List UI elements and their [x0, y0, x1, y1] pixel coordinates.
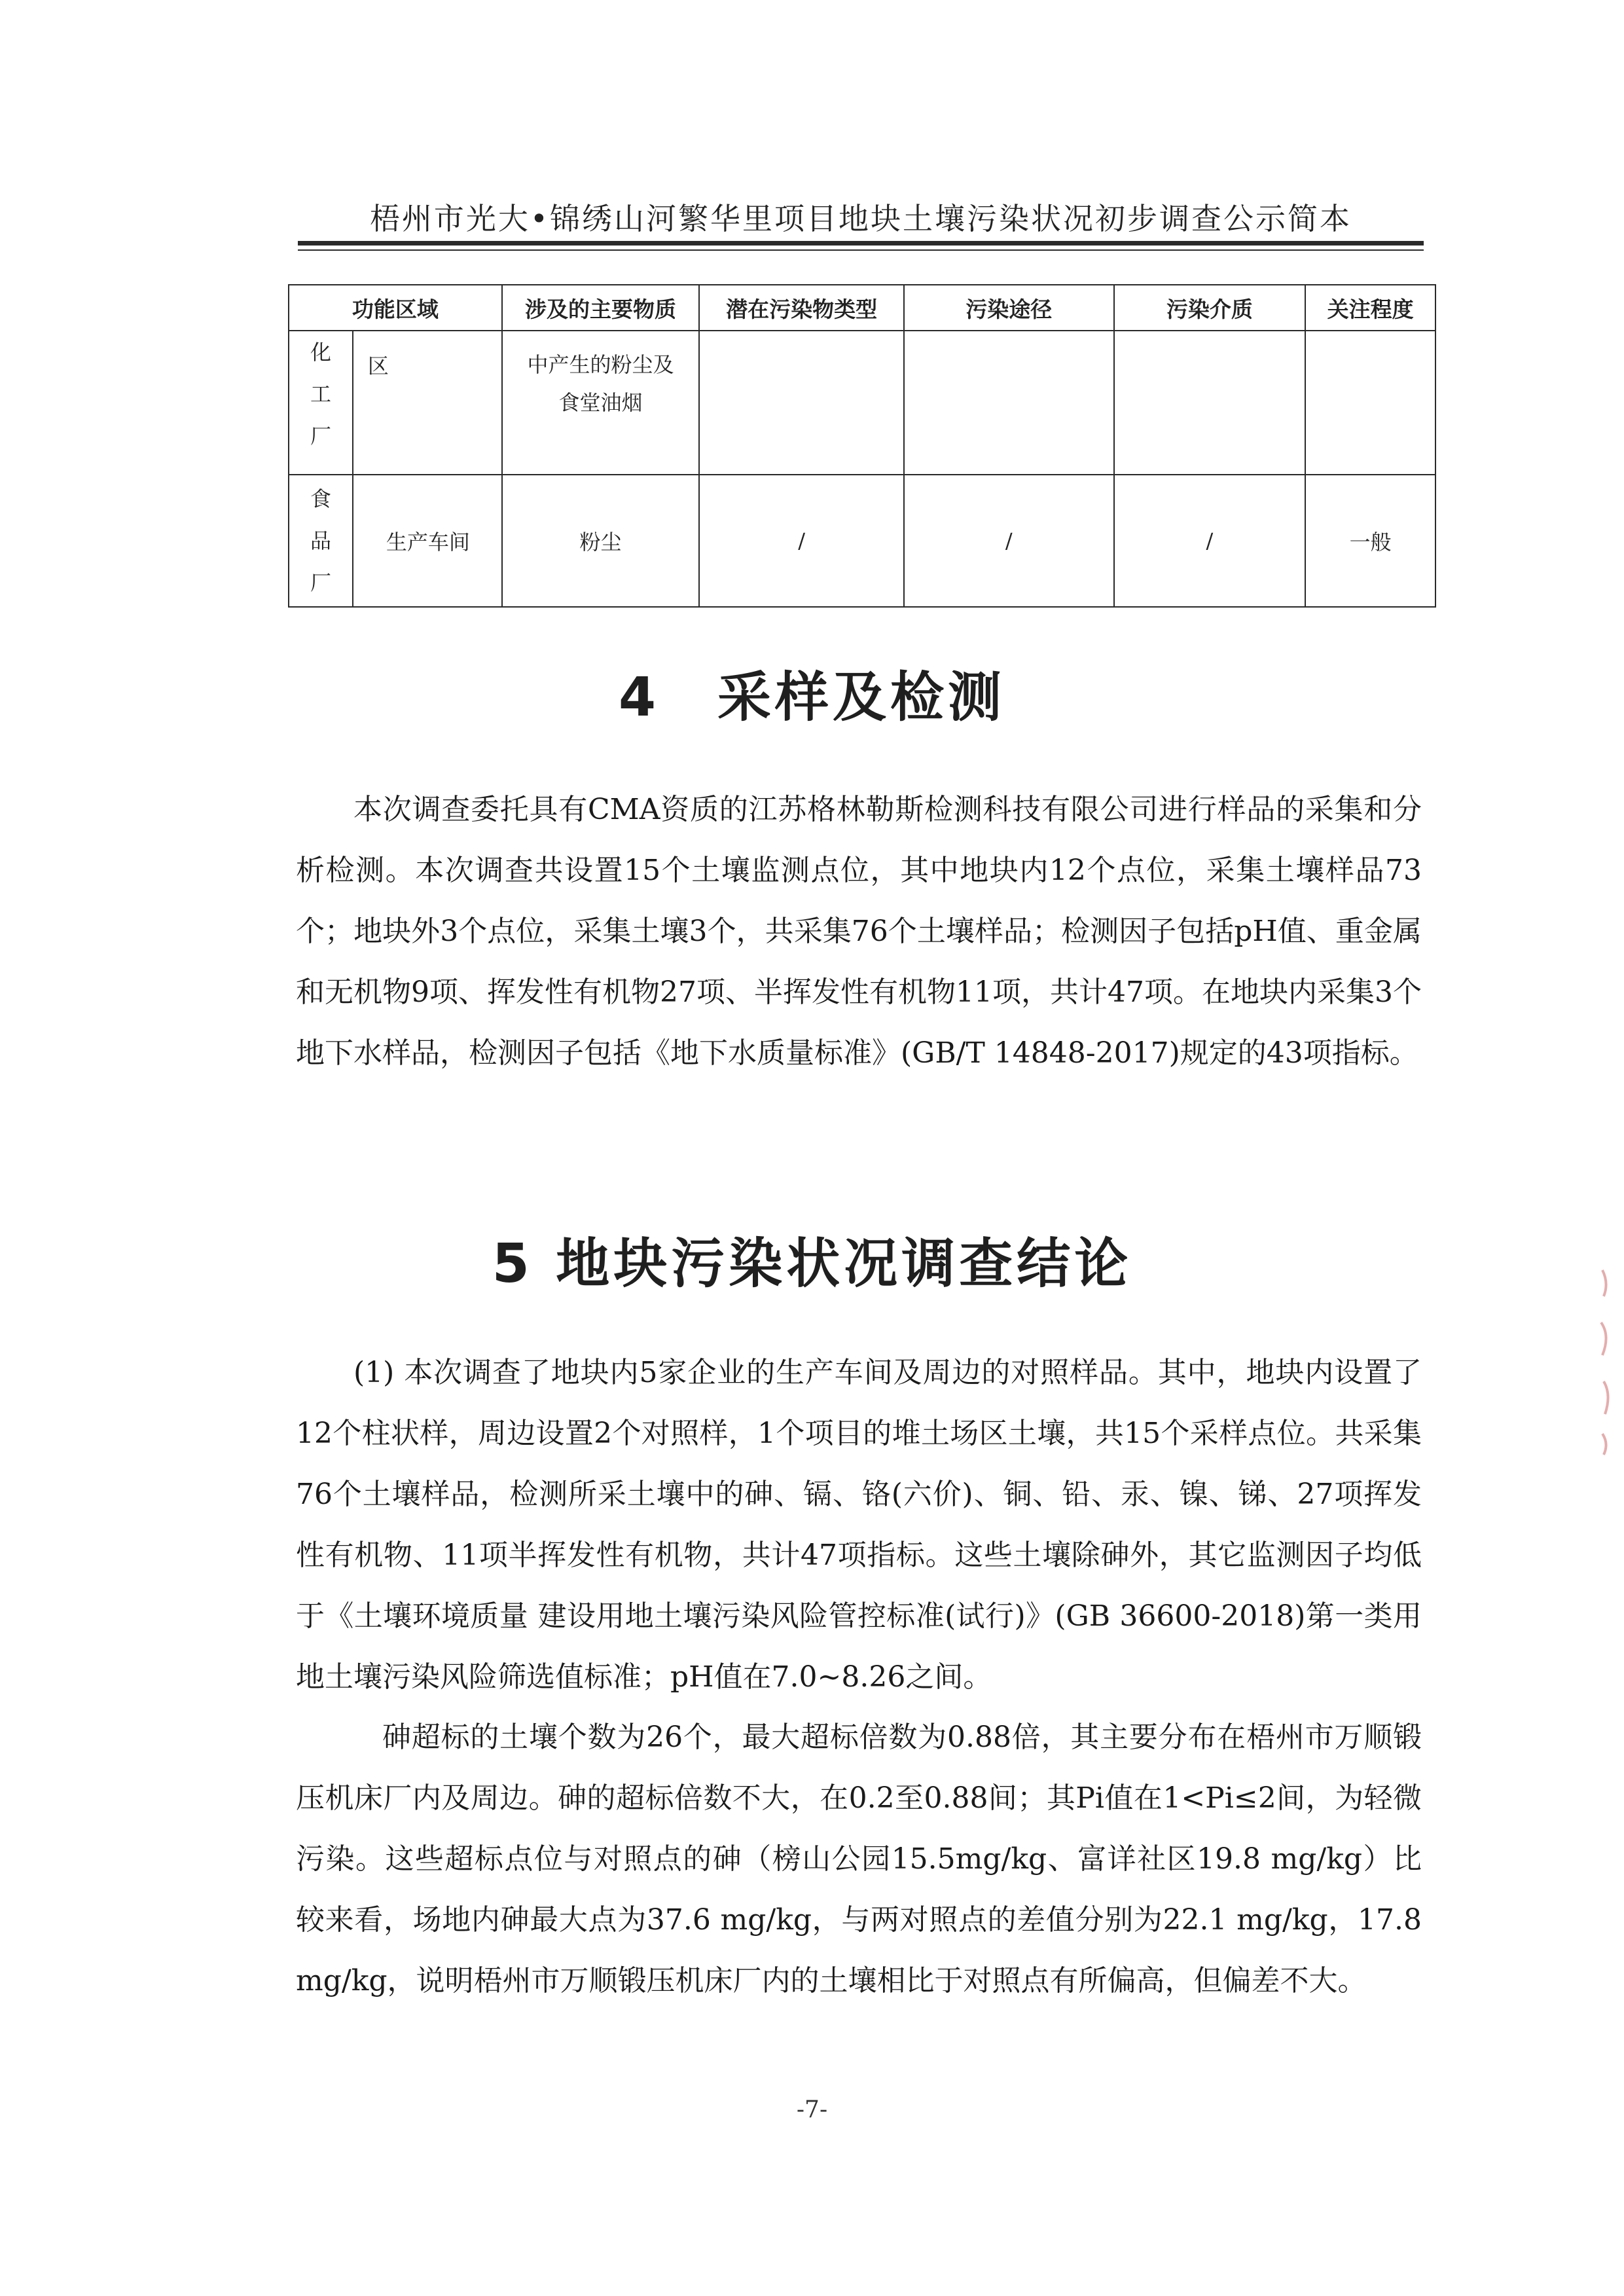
level-cell	[1305, 331, 1435, 475]
col-header-type: 潜在污染物类型	[699, 285, 904, 331]
col-header-area: 功能区域	[289, 285, 502, 331]
table-row	[289, 475, 1435, 607]
col-header-route: 污染途径	[904, 285, 1114, 331]
substance-cell: 粉尘	[502, 475, 700, 607]
factory-name-cell: 食 品 厂	[289, 475, 353, 607]
section-5-title: 5 地块污染状况调查结论	[492, 1233, 1132, 1295]
section-4-title: 4 采样及检测	[618, 666, 1006, 729]
table-row	[289, 331, 1435, 475]
table-header-row	[289, 285, 1435, 331]
header-rule	[298, 241, 1424, 246]
section-5-paragraph-2: 砷超标的土壤个数为26个，最大超标倍数为0.88倍，其主要分布在梧州市万顺锻压机床厂内及周边。砷的超标倍数不大，在0.2至0.88间；其Pi值在1<Pi≤2间，为轻微污染。这些超标点位与对照点的砷（榜山公园15.5mg/kg、富详社区19.8 mg/kg）比较来看，场地内砷最大点为37.6 mg/kg，与两对照点的差值分别为22.1 mg/kg，17.8 mg/kg，说明梧州市万顺锻压机床厂内的土壤相比于对照点有所偏高，但偏差不大。	[296, 1721, 1422, 1997]
type-cell	[699, 331, 904, 475]
area-cell: 生产车间	[353, 475, 502, 607]
route-cell	[904, 331, 1114, 475]
page-header-title: 梧州市光大•锦绣山河繁华里项目地块土壤污染状况初步调查公示简本	[369, 201, 1352, 236]
section-5-paragraph-1: (1) 本次调查了地块内5家企业的生产车间及周边的对照样品。其中，地块内设置了12个柱状样，周边设置2个对照样，1个项目的堆土场区土壤，共15个采样点位。共采集76个土壤样品，检测所采土壤中的砷、镉、铬(六价)、铜、铅、汞、镍、锑、27项挥发性有机物、11项半挥发性有机物，共计47项指标。这些土壤除砷外，其它监测因子均低于《土壤环境质量 建设用地土壤污染风险管控标准(试行)》(GB 36600-2018)第一类用地土壤污染风险筛选值标准；pH值在7.0~8.26之间。	[296, 1356, 1422, 1694]
medium-cell: /	[1114, 475, 1306, 607]
route-cell: /	[904, 475, 1114, 607]
level-cell: 一般	[1305, 475, 1435, 607]
col-header-medium: 污染介质	[1114, 285, 1306, 331]
function-area-table	[288, 284, 1436, 608]
seal-stamp-edge	[1597, 1264, 1617, 1460]
col-header-level: 关注程度	[1305, 285, 1435, 331]
page-number: -7-	[796, 2096, 828, 2123]
section-4-paragraph: 本次调查委托具有CMA资质的江苏格林勒斯检测科技有限公司进行样品的采集和分析检测。本次调查共设置15个土壤监测点位，其中地块内12个点位，采集土壤样品73个；地块外3个点位，采集土壤3个，共采集76个土壤样品；检测因子包括pH值、重金属和无机物9项、挥发性有机物27项、半挥发性有机物11项，共计47项。在地块内采集3个地下水样品，检测因子包括《地下水质量标准》(GB/T 14848-2017)规定的43项指标。	[296, 793, 1422, 1070]
col-header-substance: 涉及的主要物质	[502, 285, 700, 331]
factory-name-cell: 化 工 厂	[289, 331, 353, 475]
type-cell: /	[699, 475, 904, 607]
substance-cell: 中产生的粉尘及 食堂油烟	[502, 331, 700, 475]
medium-cell	[1114, 331, 1306, 475]
area-cell: 区	[353, 331, 502, 475]
header-rule-thin	[298, 249, 1424, 251]
